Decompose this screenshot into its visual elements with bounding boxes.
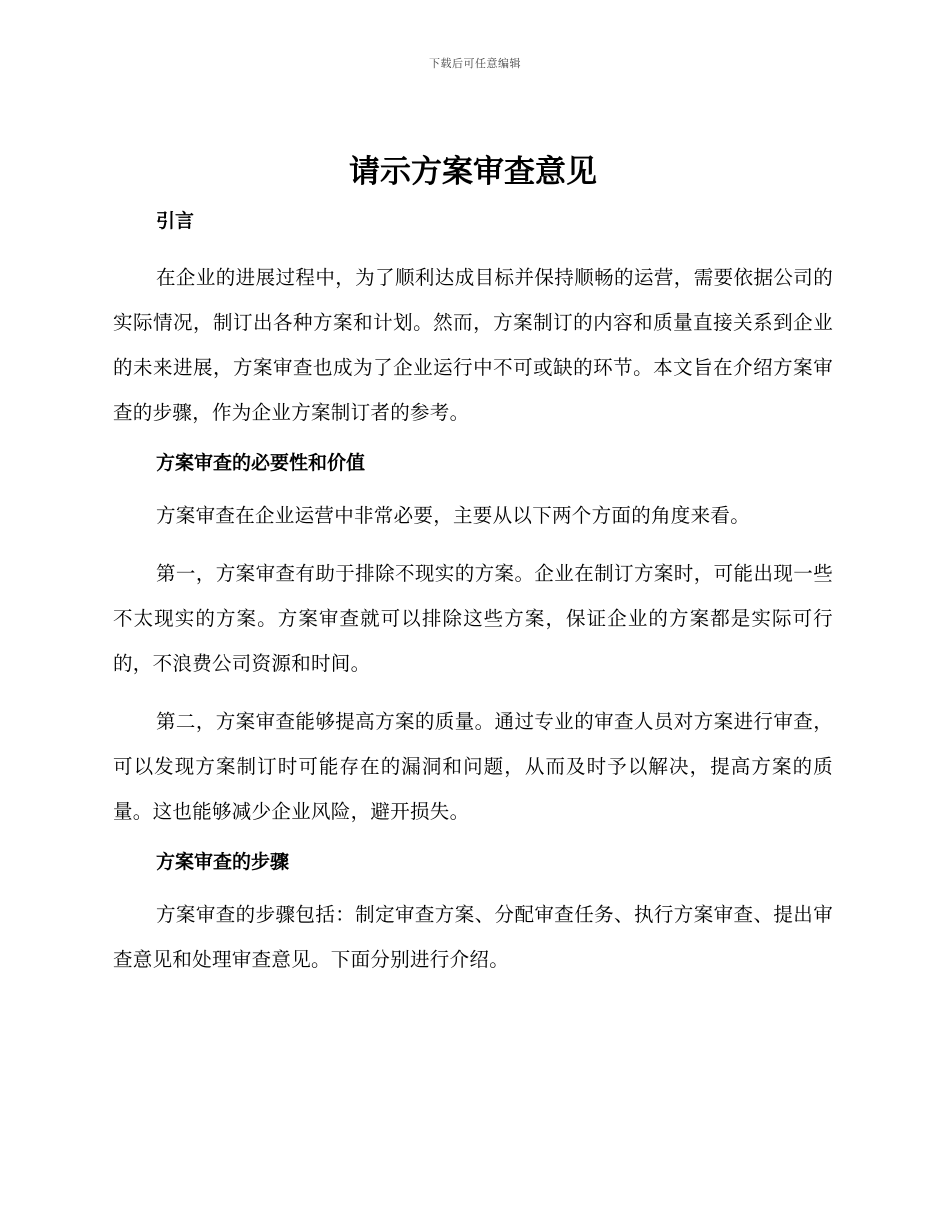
document-body <box>113 150 833 982</box>
header-note: 下载后可任意编辑 <box>429 57 521 70</box>
section-heading-steps: 方案审查的步骤 <box>156 851 290 873</box>
paragraph-necessity-first: 第一，方案审查有助于排除不现实的方案。企业在制订方案时，可能出现一些不太现实的方案。方案审查就可以排除这些方案，保证企业的方案都是实际可行的，不浪费公司资源和时间。 <box>113 562 833 675</box>
section-heading-introduction: 引言 <box>156 210 195 232</box>
section-heading-necessity: 方案审查的必要性和价值 <box>156 452 366 474</box>
paragraph-steps: 方案审查的步骤包括：制定审查方案、分配审查任务、执行方案审查、提出审查意见和处理审查意见。下面分别进行介绍。 <box>113 903 833 971</box>
paragraph-necessity-intro: 方案审查在企业运营中非常必要，主要从以下两个方面的角度来看。 <box>156 504 751 527</box>
paragraph-necessity-second: 第二，方案审查能够提高方案的质量。通过专业的审查人员对方案进行审查，可以发现方案制订时可能存在的漏洞和问题，从而及时予以解决，提高方案的质量。这也能够减少企业风险，避开损失。 <box>113 710 833 823</box>
document-title: 请示方案审查意见 <box>349 154 597 190</box>
paragraph-introduction: 在企业的进展过程中，为了顺利达成目标并保持顺畅的运营，需要依据公司的实际情况，制订出各种方案和计划。然而，方案制订的内容和质量直接关系到企业的未来进展，方案审查也成为了企业运行中不可或缺的环节。本文旨在介绍方案审查的步骤，作为企业方案制订者的参考。 <box>113 266 833 424</box>
